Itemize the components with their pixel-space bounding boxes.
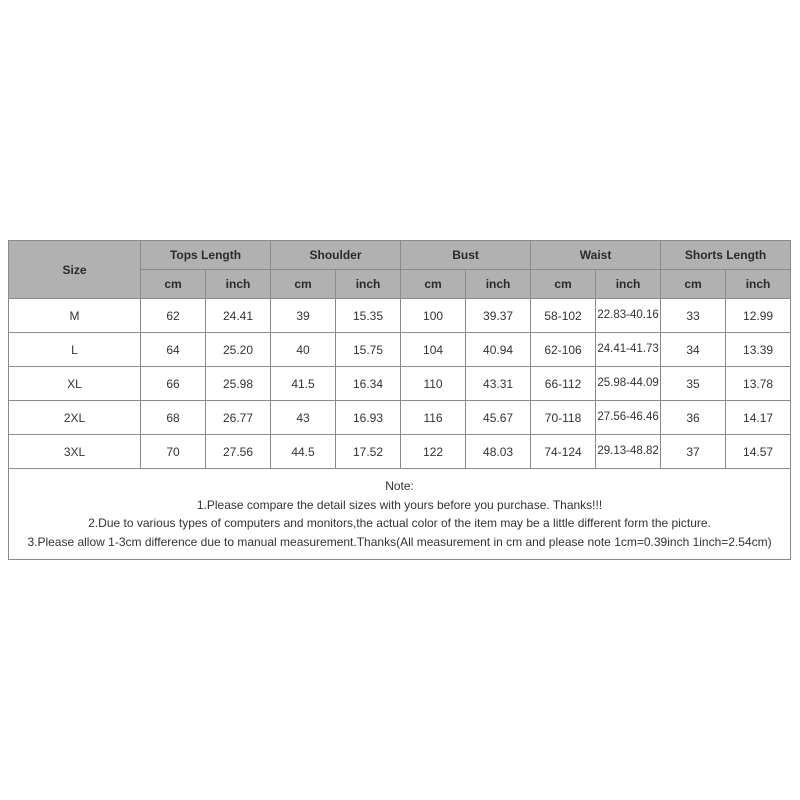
table-cell: 39.37 [466, 299, 531, 333]
table-cell: 66 [141, 367, 206, 401]
table-cell: 24.41-41.73 [596, 333, 661, 367]
table-cell: 110 [401, 367, 466, 401]
header-shoulder: Shoulder [271, 241, 401, 270]
table-cell: 16.34 [336, 367, 401, 401]
table-cell: 58-102 [531, 299, 596, 333]
unit-cm: cm [661, 270, 726, 299]
header-bust: Bust [401, 241, 531, 270]
table-cell: 12.99 [726, 299, 791, 333]
notes-row [9, 469, 791, 560]
table-cell: 104 [401, 333, 466, 367]
unit-cm: cm [401, 270, 466, 299]
table-cell: 34 [661, 333, 726, 367]
table-row [9, 367, 791, 401]
table-row [9, 401, 791, 435]
table-cell: 40 [271, 333, 336, 367]
table-cell: 25.98 [206, 367, 271, 401]
table-cell: 15.75 [336, 333, 401, 367]
table-cell: 26.77 [206, 401, 271, 435]
table-cell: 15.35 [336, 299, 401, 333]
header-shorts-length: Shorts Length [661, 241, 791, 270]
table-cell: 74-124 [531, 435, 596, 469]
table-cell: 35 [661, 367, 726, 401]
table-cell: 44.5 [271, 435, 336, 469]
unit-inch: inch [596, 270, 661, 299]
table-cell: 41.5 [271, 367, 336, 401]
table-cell: 70-118 [531, 401, 596, 435]
size-cell: 2XL [9, 401, 141, 435]
header-row-groups [9, 241, 791, 270]
table-cell: 25.20 [206, 333, 271, 367]
table-cell: 17.52 [336, 435, 401, 469]
unit-cm: cm [141, 270, 206, 299]
table-cell: 116 [401, 401, 466, 435]
table-cell: 14.17 [726, 401, 791, 435]
table-cell: 16.93 [336, 401, 401, 435]
unit-inch: inch [726, 270, 791, 299]
table-cell: 29.13-48.82 [596, 435, 661, 469]
table-cell: 37 [661, 435, 726, 469]
table-cell: 62 [141, 299, 206, 333]
table-cell: 48.03 [466, 435, 531, 469]
table-row [9, 435, 791, 469]
header-tops-length: Tops Length [141, 241, 271, 270]
table-cell: 45.67 [466, 401, 531, 435]
table-cell: 27.56-46.46 [596, 401, 661, 435]
header-size: Size [9, 241, 141, 299]
table-cell: 100 [401, 299, 466, 333]
table-cell: 13.78 [726, 367, 791, 401]
table-cell: 22.83-40.16 [596, 299, 661, 333]
table-cell: 13.39 [726, 333, 791, 367]
table-cell: 14.57 [726, 435, 791, 469]
note-line-3: 3.Please allow 1-3cm difference due to manual measurement.Thanks(All measurement in cm and please note 1cm=0.39inch 1inch=2.54cm) [27, 534, 772, 549]
table-cell: 66-112 [531, 367, 596, 401]
table-cell: 122 [401, 435, 466, 469]
note-line-1: 1.Please compare the detail sizes with yours before you purchase. Thanks!!! [196, 497, 603, 512]
table-cell: 27.56 [206, 435, 271, 469]
table-cell: 36 [661, 401, 726, 435]
size-table [8, 240, 791, 560]
header-waist: Waist [531, 241, 661, 270]
size-cell: 3XL [9, 435, 141, 469]
unit-inch: inch [336, 270, 401, 299]
table-row [9, 299, 791, 333]
table-cell: 40.94 [466, 333, 531, 367]
size-cell: XL [9, 367, 141, 401]
unit-cm: cm [271, 270, 336, 299]
table-cell: 68 [141, 401, 206, 435]
notes-cell [9, 469, 791, 560]
size-cell: L [9, 333, 141, 367]
table-cell: 33 [661, 299, 726, 333]
unit-cm: cm [531, 270, 596, 299]
table-cell: 43.31 [466, 367, 531, 401]
table-cell: 24.41 [206, 299, 271, 333]
size-cell: M [9, 299, 141, 333]
unit-inch: inch [466, 270, 531, 299]
table-cell: 43 [271, 401, 336, 435]
unit-inch: inch [206, 270, 271, 299]
table-cell: 25.98-44.09 [596, 367, 661, 401]
table-cell: 64 [141, 333, 206, 367]
note-line-2: 2.Due to various types of computers and monitors,the actual color of the item may be a little different form the picture. [88, 516, 711, 530]
table-row [9, 333, 791, 367]
size-chart [8, 240, 791, 560]
table-cell: 39 [271, 299, 336, 333]
table-cell: 70 [141, 435, 206, 469]
note-title: Note: [385, 479, 414, 493]
table-cell: 62-106 [531, 333, 596, 367]
